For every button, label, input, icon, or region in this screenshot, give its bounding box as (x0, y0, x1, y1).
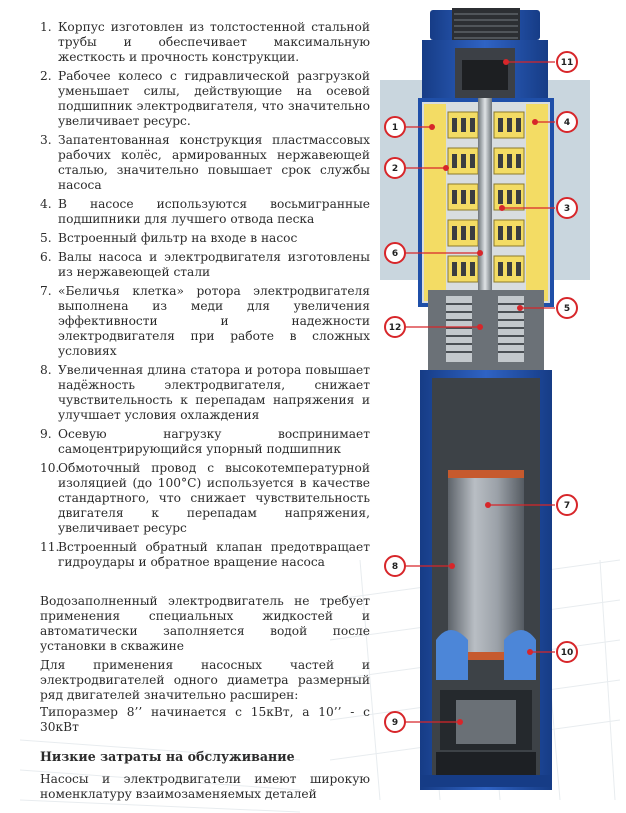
callout-4 (557, 112, 577, 132)
feature-number: 2. (40, 69, 52, 83)
feature-text: Рабочее колесо с гидравлической разгрузкой уменьшает силы, действующие на осевой подшипник электродвигателя, что значительно увеличивает ресурс. (58, 69, 370, 128)
svg-text:6: 6 (391, 249, 399, 259)
impeller-vane (498, 262, 503, 276)
callout-12 (385, 317, 405, 337)
svg-text:10: 10 (560, 648, 574, 658)
feature-number: 6. (40, 250, 52, 264)
feature-text: Встроенный фильтр на входе в насос (58, 231, 298, 245)
callout-9 (385, 712, 405, 732)
svg-text:11: 11 (560, 58, 574, 68)
impeller-vane (507, 118, 512, 132)
callout-10 (557, 642, 577, 662)
impeller-vane (498, 154, 503, 168)
impeller-vane (470, 262, 475, 276)
impeller-vane (461, 226, 466, 240)
svg-text:2: 2 (391, 164, 399, 174)
impeller-vane (452, 226, 457, 240)
feature-text: Увеличенная длина статора и ротора повышает надёжность электродвигателя, снижает чувствительность к перепадам напряжения и улучшает условия охлаждения (58, 363, 370, 422)
impeller-vane (498, 226, 503, 240)
feature-item-7 (40, 284, 370, 359)
feature-number: 10. (40, 461, 60, 475)
impeller-vane (452, 190, 457, 204)
impeller-vane (507, 226, 512, 240)
impeller-vane (498, 118, 503, 132)
feature-item-10 (40, 461, 370, 536)
paragraph-interchangeable-parts: Насосы и электродвигатели имеют широкую номенклатуру взаимозаменяемых деталей (40, 772, 370, 801)
feature-item-5 (40, 231, 370, 246)
impeller-vane (516, 154, 521, 168)
impeller-vane (470, 190, 475, 204)
feature-text: Осевую нагрузку воспринимает самоцентрирующийся упорный подшипник (58, 427, 370, 456)
callout-2 (385, 158, 405, 178)
paragraph-range-extended: Для применения насосных частей и электродвигателей одного диаметра размерный ряд двигателей значительно расширен: (40, 658, 370, 702)
callout-5 (557, 298, 577, 318)
feature-text: Валы насоса и электродвигателя изготовлены из нержавеющей стали (58, 250, 370, 279)
feature-list (40, 20, 370, 570)
feature-item-9 (40, 427, 370, 457)
impeller-vane (516, 190, 521, 204)
svg-text:7: 7 (563, 501, 571, 511)
impeller-vane (452, 262, 457, 276)
callout-3 (557, 198, 577, 218)
feature-number: 4. (40, 197, 52, 211)
feature-text: «Беличья клетка» ротора электродвигателя выполнена из меди для увеличения эффективности и надежности электродвигателя при работе в сложных условиях (58, 284, 370, 358)
feature-text: Обмоточный провод с высокотемпературной изоляцией (до 100°С) используется в качестве стандартного, что снижает чувствительность двигателя к перепадам напряжения, увеличивает ресурс (58, 461, 370, 535)
inlet-filter (428, 290, 544, 370)
section-heading: Низкие затраты на обслуживание (40, 749, 295, 764)
feature-number: 8. (40, 363, 52, 377)
svg-text:8: 8 (391, 562, 399, 572)
svg-text:5: 5 (563, 304, 571, 314)
feature-number: 9. (40, 427, 52, 441)
impeller-vane (516, 226, 521, 240)
impeller-vane (498, 190, 503, 204)
feature-item-8 (40, 363, 370, 423)
impeller-vane (461, 190, 466, 204)
impeller-vane (452, 118, 457, 132)
impeller-vane (461, 262, 466, 276)
svg-text:3: 3 (563, 204, 571, 214)
feature-item-6 (40, 250, 370, 280)
svg-text:4: 4 (563, 118, 571, 128)
callout-8 (385, 556, 405, 576)
discharge-head (422, 8, 548, 100)
feature-number: 3. (40, 133, 52, 147)
feature-text: Корпус изготовлен из толстостенной стальной трубы и обеспечивает максимальную жесткость и прочность конструкции. (58, 20, 370, 64)
impeller-vane (516, 118, 521, 132)
impeller-vane (470, 226, 475, 240)
callout-11 (557, 52, 577, 72)
impeller-vane (470, 118, 475, 132)
feature-text: Запатентованная конструкция пластмассовых рабочих колёс, армированных нержавеющей сталью, значительно повышает срок службы насоса (58, 133, 370, 192)
svg-text:12: 12 (388, 323, 402, 333)
feature-number: 5. (40, 231, 52, 245)
impeller-vane (452, 154, 457, 168)
feature-text: В насосе используются восьмигранные подшипники для лучшего отвода песка (58, 197, 370, 226)
feature-number: 11. (40, 540, 60, 554)
impeller-vane (507, 262, 512, 276)
callout-6 (385, 243, 405, 263)
callout-1 (385, 117, 405, 137)
paragraph-water-filled-motor: Водозаполненный электродвигатель не требует применения специальных жидкостей и автоматически заполняется водой после установки в скважине (40, 594, 370, 653)
impeller-vane (507, 190, 512, 204)
text-column (40, 20, 370, 802)
callout-7 (557, 495, 577, 515)
svg-text:1: 1 (391, 123, 399, 133)
impeller-vane (461, 154, 466, 168)
feature-item-11 (40, 540, 370, 570)
feature-item-1 (40, 20, 370, 65)
svg-text:9: 9 (391, 718, 399, 728)
pump-cutaway-illustration (370, 0, 626, 813)
impeller-vane (461, 118, 466, 132)
feature-number: 7. (40, 284, 52, 298)
paragraph-frame-sizes: Типоразмер 8’’ начинается с 15кВт, а 10’’ - с 30кВт (40, 705, 370, 734)
impeller-vane (507, 154, 512, 168)
impeller-vane (516, 262, 521, 276)
impeller-vane (470, 154, 475, 168)
feature-item-3 (40, 133, 370, 193)
motor-housing (420, 370, 552, 790)
feature-item-4 (40, 197, 370, 227)
feature-item-2 (40, 69, 370, 129)
feature-number: 1. (40, 20, 52, 34)
feature-text: Встроенный обратный клапан предотвращает гидроудары и обратное вращение насоса (58, 540, 370, 569)
